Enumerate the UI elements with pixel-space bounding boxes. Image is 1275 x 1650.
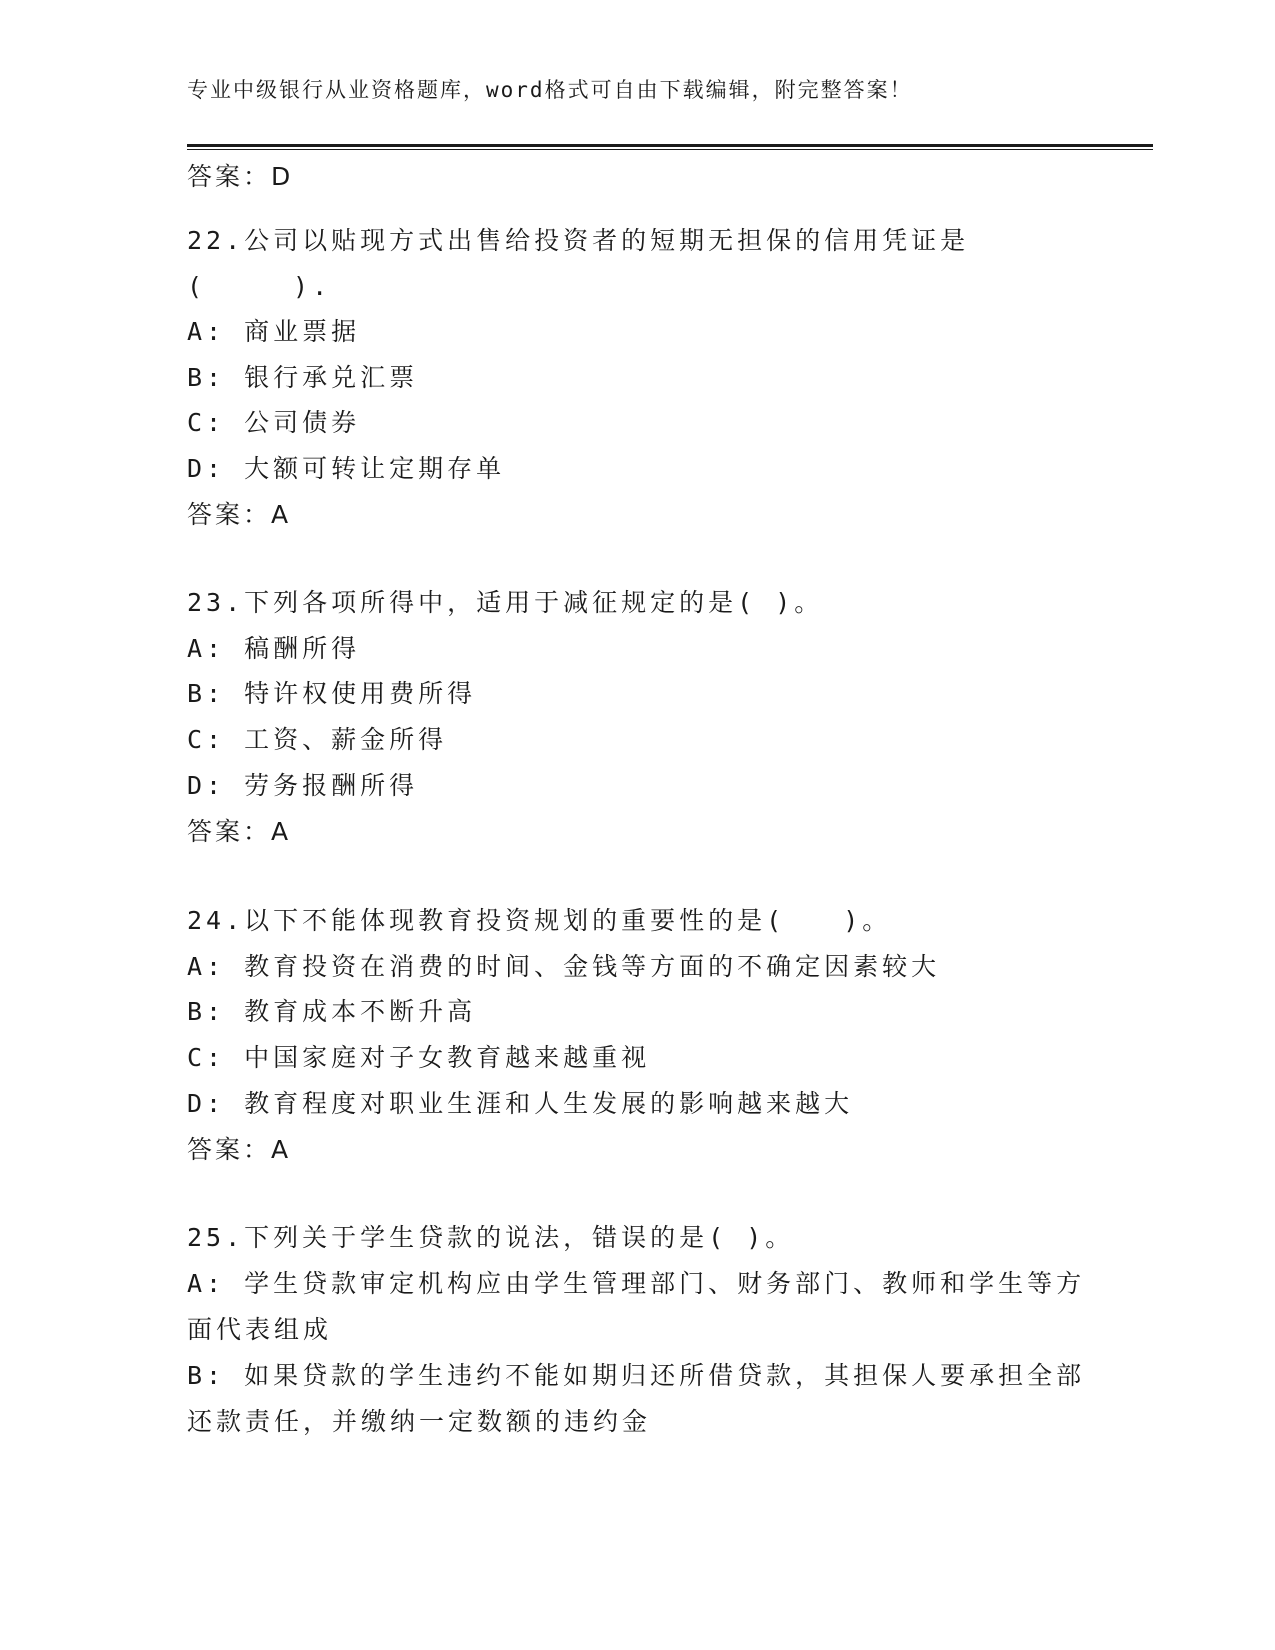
option-line-cont: 还款责任，并缴纳一定数额的违约金 [187,1407,652,1436]
option-line: D: 劳务报酬所得 [187,771,419,800]
answer-line: 答案：A [187,1135,292,1164]
option-line: B: 如果贷款的学生违约不能如期归还所借贷款，其担保人要承担全部 [187,1361,1086,1390]
answer-line: 答案：A [187,817,292,846]
question-22-stem: 22.公司以贴现方式出售给投资者的短期无担保的信用凭证是 [187,226,970,255]
option-line: C: 公司债券 [187,408,361,437]
question-22-stem-cont: ( ). [187,272,332,301]
option-line: D: 教育程度对职业生涯和人生发展的影响越来越大 [187,1089,854,1118]
option-line: A: 稿酬所得 [187,634,361,663]
question-23-stem: 23.下列各项所得中，适用于减征规定的是( )。 [187,588,824,617]
option-line: A: 学生贷款审定机构应由学生管理部门、财务部门、教师和学生等方 [187,1269,1086,1298]
question-25-stem: 25.下列关于学生贷款的说法，错误的是( )。 [187,1223,795,1252]
option-line: B: 银行承兑汇票 [187,363,419,392]
question-24-stem: 24.以下不能体现教育投资规划的重要性的是( )。 [187,906,892,935]
option-line-cont: 面代表组成 [187,1315,333,1344]
option-line: A: 教育投资在消费的时间、金钱等方面的不确定因素较大 [187,952,941,981]
option-line: D: 大额可转让定期存单 [187,454,506,483]
option-line: B: 教育成本不断升高 [187,997,477,1026]
option-line: A: 商业票据 [187,317,361,346]
answer-line: 答案：A [187,500,292,529]
option-line: C: 中国家庭对子女教育越来越重视 [187,1043,651,1072]
page-header: 专业中级银行从业资格题库，word格式可自由下载编辑，附完整答案！ [187,78,913,102]
answer-line: 答案：D [187,162,294,191]
header-rule-thick [187,144,1153,147]
option-line: B: 特许权使用费所得 [187,679,477,708]
option-line: C: 工资、薪金所得 [187,725,448,754]
header-rule-thin [187,149,1153,150]
